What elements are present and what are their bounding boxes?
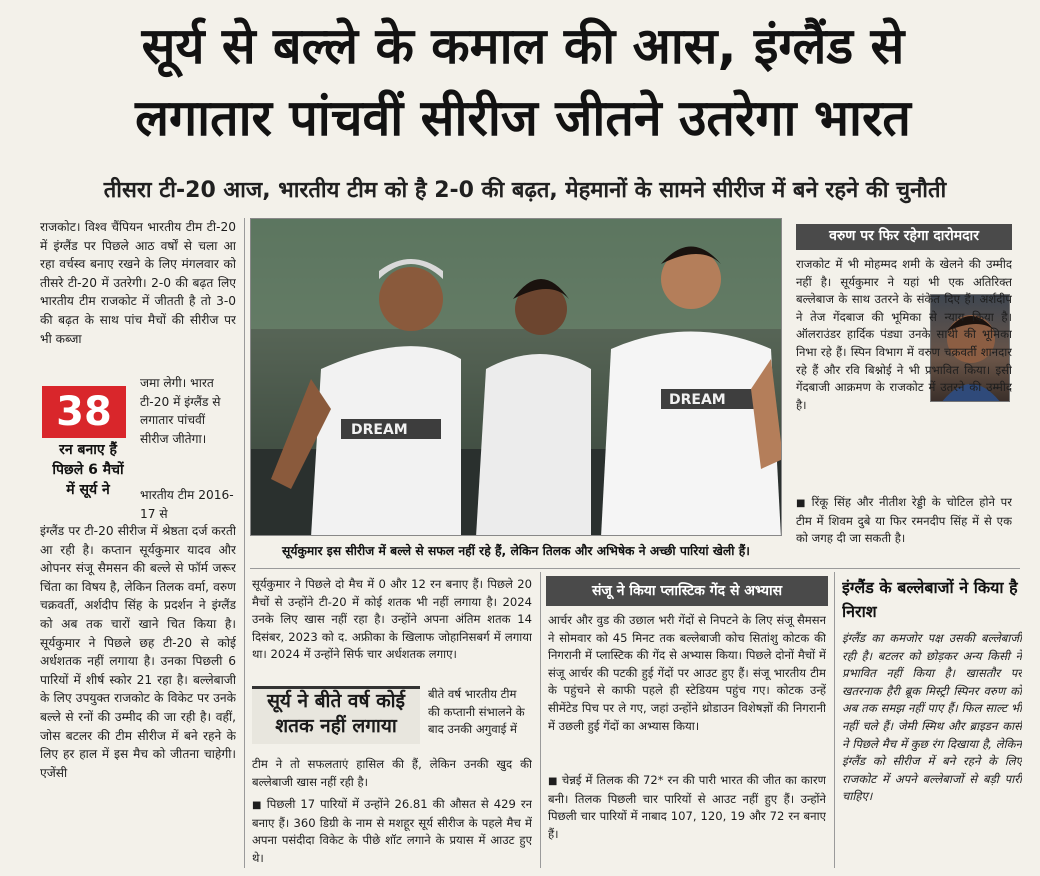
varun-box-paragraph: राजकोट में भी मोहम्मद शमी के खेलने की उम्मीद नहीं है। सूर्यकुमार ने यहां भी एक अतिरिक्त बल्लेबाज के साथ उतरने के संकेत दिए हैं। अर्शदीप ने तेज गेंदबाज की भूमिका से न्याय किया है। ऑलराउंडर हार्दिक पंड्या उनके साथी की भूमिका निभा रहे हैं। स्पिन विभाग में वरुण चक्रवर्ती शानदार रहे हैं और रवि बिश्नोई ने भी प्रभावित किया। इसी गेंदबाजी आक्रमण के राजकोट में उतरने की उम्मीद है।: [796, 257, 1012, 412]
main-story-paragraph: जमा लेगी। भारत टी-20 में इंग्लैंड से लगातार पांचवीं सीरीज जीतेगा।: [140, 376, 221, 446]
main-story-bottom: [40, 522, 236, 862]
sanju-story-text: [548, 612, 826, 770]
headline-line-1: सूर्य से बल्ले के कमाल की आस, इंग्लैंड से: [141, 17, 905, 75]
england-story-paragraph: इंग्लैंड का कमजोर पक्ष उसकी बल्लेबाजी रही है। बटलर को छोड़कर अन्य किसी ने प्रभावित नहीं किया है। खासतौर पर खतरनाक हैरी ब्रूक मिस्ट्री स्पिनर वरुण को अब तक समझ नहीं पाए हैं। फिल साल्ट भी नहीं चले हैं। जेमी स्मिथ और ब्राइडन कार्स ने पिछले मैच में कुछ रंग दिखाया है, लेकिन इंग्लैंड को सीरीज में बने रहने के लिए राजकोट में अपने बल्लेबाजों से बड़ी पारी चाहिए।: [842, 631, 1022, 804]
stat-caption-line: रन बनाए हैं: [59, 442, 117, 458]
photo-caption: सूर्यकुमार इस सीरीज में बल्ले से सफल नहीं रहे हैं, लेकिन तिलक और अभिषेक ने अच्छी पारियां खेली हैं।: [282, 544, 750, 558]
main-story-top: [40, 218, 236, 386]
main-story-side: [140, 374, 236, 486]
varun-box-title: वरुण पर फिर रहेगा दारोमदार: [796, 224, 1012, 250]
surya-story-paragraph: बीते वर्ष भारतीय टीम की कप्तानी संभालने के बाद उनकी अगुवाई में: [428, 687, 525, 737]
jersey-text-1: DREAM: [351, 422, 408, 438]
stat-number: 38: [42, 386, 126, 438]
surya-story-mid: [252, 756, 532, 792]
main-story-paragraph: राजकोट। विश्व चैंपियन भारतीय टीम टी-20 में इंग्लैंड पर पिछले आठ वर्षों से चला आ रहा वर्चस्व बनाए रखने के लिए मंगलवार को तीसरे टी-20 में उतरेगी। 2-0 की बढ़त लिए भारतीय टीम राजकोट में जीतती है तो 3-0 की बढ़त के साथ पांच मैचों की सीरीज पर भी कब्जा: [40, 220, 236, 346]
surya-pullquote: सूर्य ने बीते वर्ष कोई शतक नहीं लगाया: [252, 686, 420, 744]
team-training-illustration: [251, 219, 782, 536]
england-story-title: इंग्लैंड के बल्लेबाजों ने किया है निराश: [842, 578, 1018, 621]
sanju-story-title: संजू ने किया प्लास्टिक गेंद से अभ्यास: [546, 576, 828, 606]
team-training-photo: [250, 218, 782, 536]
main-story-side-2: [140, 486, 236, 522]
subheadline: तीसरा टी-20 आज, भारतीय टीम को है 2-0 की बढ़त, मेहमानों के सामने सीरीज में बने रहने की चुनौती: [103, 178, 947, 203]
headline-line-2: लगातार पांचवीं सीरीज जीतने उतरेगा भारत: [135, 89, 911, 147]
surya-story-side: [428, 686, 532, 754]
sanju-story-paragraph: आर्चर और वुड की उछाल भरी गेंदों से निपटने के लिए संजू सैमसन ने सोमवार को 45 मिनट तक बल्लेबाजी कोच सितांशु कोटक की निगरानी में प्लास्टिक की गेंद से अभ्यास किया। पिछले दोनों मैचों में संजू आर्चर की पटकी हुई गेंदों पर आउट हुए हैं। संजू भारतीय टीम के पहुंचने से काफी पहले ही स्टेडियम पहुंच गए। कोटक उन्हें सीमेंटेड पिच पर ले गए, जहां उन्होंने थ्रोडाउन विशेषज्ञों की निगरानी में उछली हुई गेंदों का अभ्यास किया।: [548, 613, 826, 733]
varun-box-bullet: ■ रिंकू सिंह और नीतीश रेड्डी के चोटिल होने पर टीम में शिवम दुबे या फिर रमनदीप सिंह में से एक को जगह दी जा सकती है।: [796, 494, 1012, 564]
row-divider: [250, 568, 1020, 569]
main-story-paragraph: इंग्लैंड पर टी-20 सीरीज में श्रेष्ठता दर्ज करती आ रही है। कप्तान सूर्यकुमार यादव और ओपनर संजू सैमसन की बल्ले से फॉर्म जरूर चिंता का विषय है, लेकिन तिलक वर्मा, वरुण चक्रवर्ती, अर्शदीप सिंह के प्रदर्शन ने इंग्लैंड को अब तक चारों खाने चित किया है। सूर्यकुमार ने पिछले छह टी-20 से कोई अर्धशतक नहीं लगाया है। उनका पिछली 6 पारियों में शीर्ष स्कोर 21 रहा है। बल्लेबाजी के लिए उपयुक्त राजकोट के विकेट पर उनके बल्ले से रनों की उम्मीद की जा रही है। वहीं, जोस बटलर की टीम सीरीज में बने रहने के लिए हर हाल में इस मैच को जीतना चाहेगी। एजेंसी: [40, 524, 236, 780]
sanju-story-bullet: ■ चेन्नई में तिलक की 72* रन की पारी भारत की जीत का कारण बनी। तिलक पिछली चार पारियों से आउट नहीं हुए हैं। उन्होंने पिछली चार पारियों में नाबाद 107, 120, 19 और 72 रन बनाए हैं।: [548, 772, 826, 860]
surya-story-bullet: ■ पिछली 17 पारियों में उन्होंने 26.81 की औसत से 429 रन बनाए हैं। 360 डिग्री के नाम से मशहूर सूर्य सीरीज के पहले मैच में अपना पसंदीदा विकेट के पीछे शॉट लगाने के प्रयास में आउट हुए थे।: [252, 796, 532, 868]
surya-story-paragraph: सूर्यकुमार ने पिछले दो मैच में 0 और 12 रन बनाए हैं। पिछले 20 मैचों से उन्होंने टी-20 में कोई शतक भी नहीं लगाया है। 2024 उनके लिए खास नहीं रहा है। उन्होंने अपना अंतिम शतक 14 दिसंबर, 2023 को द. अफ्रीका के खिलाफ जोहानिसबर्ग में लगाया था। 2024 में उन्होंने सिर्फ चार अर्धशतक लगाए।: [252, 577, 532, 662]
column-divider: [834, 572, 835, 868]
main-story-paragraph: भारतीय टीम 2016-17 से: [140, 488, 234, 521]
surya-story-paragraph: टीम ने तो सफलताएं हासिल की हैं, लेकिन उनकी खुद की बल्लेबाजी खास नहीं रही है।: [252, 757, 532, 789]
stat-caption: [40, 440, 136, 500]
surya-story-top: [252, 576, 532, 684]
jersey-text-2: DREAM: [669, 392, 726, 408]
england-story-text: [842, 630, 1022, 866]
headline: [28, 10, 1018, 154]
varun-box-text: [796, 256, 1012, 494]
stat-caption-line: में सूर्य ने: [66, 482, 110, 498]
column-divider: [540, 572, 541, 868]
column-divider: [244, 218, 245, 868]
stat-caption-line: पिछले 6 मैचों: [52, 462, 124, 478]
